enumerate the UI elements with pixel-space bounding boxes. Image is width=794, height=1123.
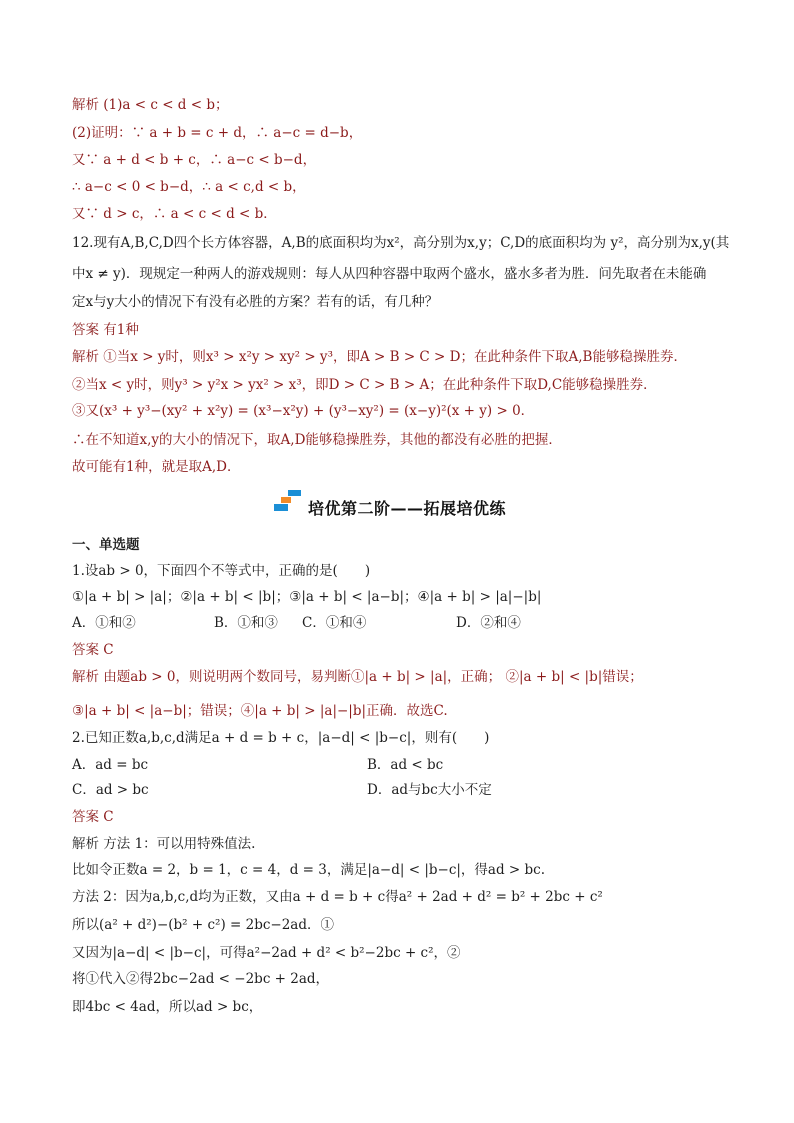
solution-line: (2)证明：∵ a + b = c + d，∴ a−c = d−b， (72, 125, 363, 141)
question-2-option-b: B．ad < bc (367, 757, 444, 773)
question-12-line: 中x ≠ y)．现规定一种两人的游戏规则：每人从四种容器中取两个盛水，盛水多者为胜．问先取者在未能确 (72, 266, 707, 282)
question-2-option-d: D．ad与bc大小不定 (367, 782, 492, 798)
question-1-solution: 解析 由题ab > 0，则说明两个数同号，易判断①|a + b| > |a|，正确； ②|a + b| < |b|错误； (72, 669, 643, 685)
question-12-solution: 解析 ①当x > y时，则x³ > x²y > xy² > y³，即A > B > C > D；在此种条件下取A,B能够稳操胜券． (72, 349, 687, 365)
question-2-option-a: A．ad = bc (72, 757, 149, 773)
question-12-solution: ②当x < y时，则y³ > y²x > yx² > x³，即D > C > B > A；在此种条件下取D,C能够稳操胜券． (72, 377, 657, 393)
question-1-items: ①|a + b| > |a|；②|a + b| < |b|；③|a + b| < |a−b|；④|a + b| > |a|−|b| (72, 589, 542, 605)
solution-line: 又∵ a + d < b + c，∴ a−c < b−d， (72, 152, 317, 168)
question-1-solution: ③|a + b| < |a−b|；错误；④|a + b| > |a|−|b|正确．故选C. (72, 703, 448, 719)
question-12-solution: 故可能有1种，就是取A,D． (72, 459, 241, 475)
question-2-solution: 所以(a² + d²)−(b² + c²) = 2bc−2ad．① (72, 917, 334, 933)
question-12-answer: 答案 有1种 (72, 322, 139, 338)
question-2-answer: 答案 C (72, 809, 114, 825)
question-1-option-a: A．①和② (72, 615, 136, 631)
question-1-option-d: D．②和④ (456, 615, 521, 631)
question-2-solution: 比如令正数a = 2，b = 1，c = 4，d = 3，满足|a−d| < |b−c|，得ad > bc. (72, 862, 546, 878)
question-2-solution: 方法 2：因为a,b,c,d均为正数，又由a + d = b + c得a² + 2ad + d² = b² + 2bc + c² (72, 889, 603, 905)
question-2-option-c: C．ad > bc (72, 782, 149, 798)
question-12-solution: ∴在不知道x,y的大小的情况下，取A,D能够稳操胜券，其他的都没有必胜的把握． (72, 432, 562, 448)
question-1-answer: 答案 C (72, 642, 114, 658)
section-subtitle: 一、单选题 (72, 537, 140, 553)
solution-line: 又∵ d > c，∴ a < c < d < b． (72, 206, 277, 222)
question-2-solution: 解析 方法 1：可以用特殊值法. (72, 836, 256, 852)
solution-line: 解析 (1)a < c < d < b； (72, 97, 229, 113)
question-12-line: 定x与y大小的情况下有没有必胜的方案？若有的话，有几种？ (72, 294, 439, 310)
section-title: 培优第二阶——拓展培优练 (308, 499, 507, 518)
solution-line: ∴ a−c < 0 < b−d，∴ a < c,d < b， (72, 179, 306, 195)
question-2-solution: 即4bc < 4ad，所以ad > bc， (72, 999, 263, 1015)
question-12-line: 12.现有A,B,C,D四个长方体容器，A,B的底面积均为x²，高分别为x,y；C,D的底面积均为 y²，高分别为x,y(其 (72, 235, 730, 251)
question-1-option-b: B．①和③ (214, 615, 278, 631)
section-heading (0, 488, 794, 524)
question-2-stem: 2.已知正数a,b,c,d满足a + d = b + c，|a−d| < |b−c|，则有( ) (72, 730, 490, 746)
question-2-solution: 将①代入②得2bc−2ad < −2bc + 2ad， (72, 971, 330, 987)
section-blocks-icon (274, 488, 302, 516)
question-1-option-c: C．①和④ (302, 615, 367, 631)
question-2-solution: 又因为|a−d| < |b−c|，可得a²−2ad + d² < b²−2bc + c²，② (72, 945, 461, 961)
question-12-solution: ③又(x³ + y³−(xy² + x²y) = (x³−x²y) + (y³−xy²) = (x−y)²(x + y) > 0． (72, 403, 535, 419)
question-1-stem: 1.设ab > 0，下面四个不等式中，正确的是( ) (72, 563, 371, 579)
